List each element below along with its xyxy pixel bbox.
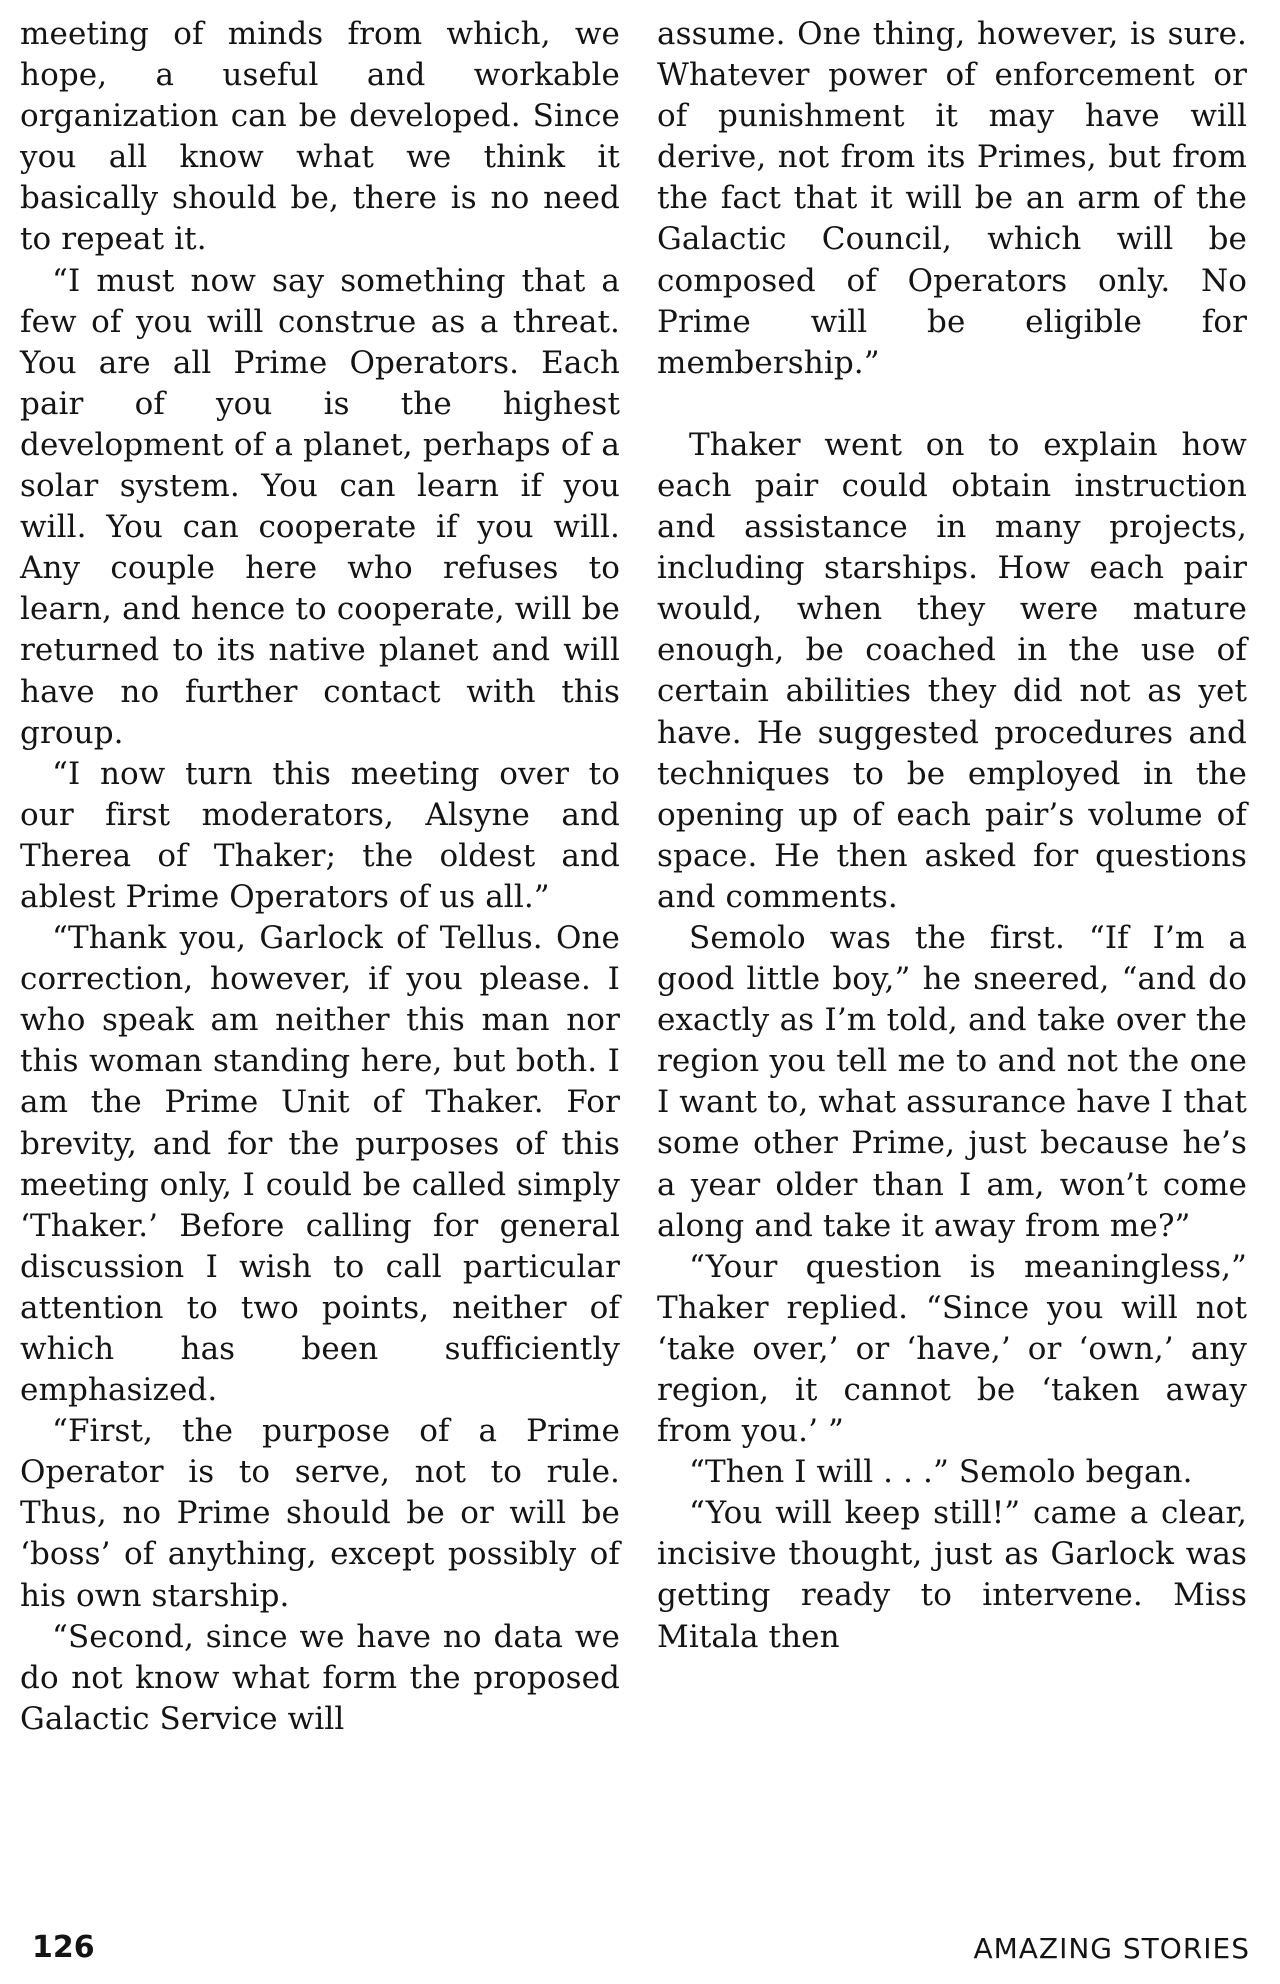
paragraph: Thaker went on to explain how each pair could obtain instruction and assistance in many projects, including starships. How each pair would, when they were mature enough, be coached in the use of certain abilities they did not as yet have. He suggested procedures and techniques to be employed in the opening up of each pair’s volume of space. He then asked for questions and comments. — [657, 426, 1247, 915]
running-footer-title: AMAZING STORIES — [973, 1932, 1250, 1965]
paragraph: “First, the purpose of a Prime Operator is to serve, not to rule. Thus, no Prime should be or will be ‘boss’ of anything, except possibly of his own starship. — [20, 1413, 620, 1614]
paragraph: “Then I will . . .” Semolo began. — [689, 1454, 1193, 1491]
paragraph: “You will keep still!” came a clear, incisive thought, just as Garlock was getting ready to intervene. Miss Mitala then — [657, 1495, 1247, 1655]
paragraph: assume. One thing, however, is sure. Whatever power of enforcement or of punishment it may have will derive, not from its Primes, but from the fact that it will be an arm of the Galactic Council, which will be composed of Operators only. No Prime will be eligible for membership.” — [657, 16, 1247, 381]
paragraph: “I now turn this meeting over to our first moderators, Alsyne and Therea of Thaker; the oldest and ablest Prime Operators of us all.” — [20, 755, 620, 915]
right-text-column — [657, 14, 1247, 1658]
paragraph: “Your question is meaningless,” Thaker replied. “Since you will not ‘take over,’ or ‘have,’ or ‘own,’ any region, it cannot be ‘taken away from you.’ ” — [657, 1248, 1247, 1450]
paragraph: Semolo was the first. “If I’m a good little boy,” he sneered, “and do exactly as I’m told, and take over the region you tell me to and not the one I want to, what assurance have I that some other Prime, just because he’s a year older than I am, won’t come along and take it away from me?” — [657, 919, 1247, 1244]
page-number: 126 — [32, 1930, 95, 1965]
paragraph: “Second, since we have no data we do not know what form the proposed Galactic Service will — [20, 1618, 620, 1737]
left-text-column — [20, 14, 620, 1740]
paragraph: “I must now say something that a few of you will construe as a threat. You are all Prime Operators. Each pair of you is the highest development of a planet, perhaps of a solar system. You can learn if you will. You can cooperate if you will. Any couple here who refuses to learn, and hence to cooperate, will be returned to its native planet and will have no further contact with this group. — [20, 262, 620, 751]
paragraph: meeting of minds from which, we hope, a useful and workable organization can be developed. Since you all know what we think it basically should be, there is no need to repeat it. — [20, 16, 620, 258]
paragraph: “Thank you, Garlock of Tellus. One correction, however, if you please. I who speak am neither this man nor this woman standing here, but both. I am the Prime Unit of Thaker. For brevity, and for the purposes of this meeting only, I could be called simply ‘Thaker.’ Before calling for general discussion I wish to call particular attention to two points, neither of which has been sufficiently emphasized. — [20, 920, 620, 1409]
